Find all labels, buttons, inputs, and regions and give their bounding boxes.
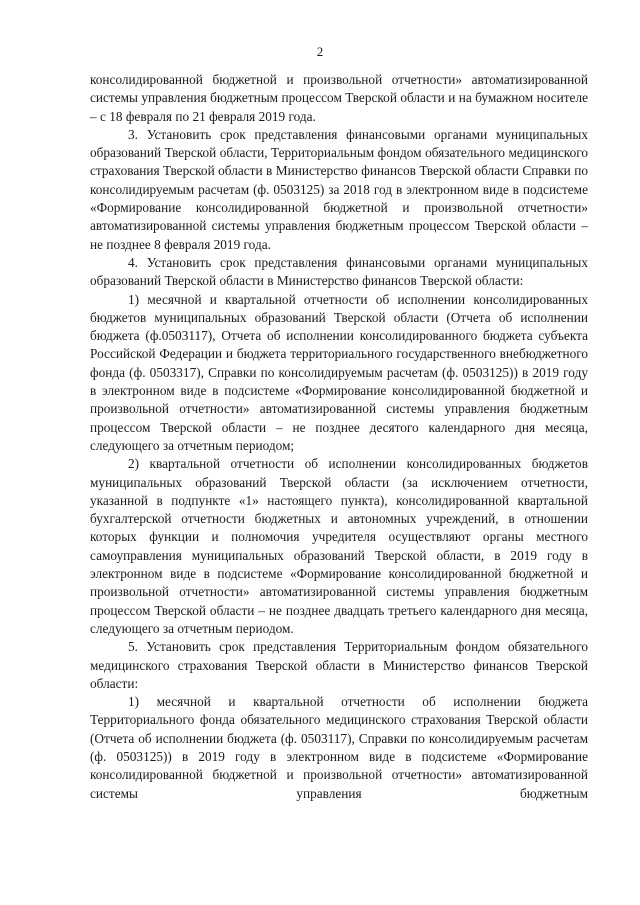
paragraph-item-4-1: 1) месячной и квартальной отчетности об исполнении консолидированных бюджетов муниципальных образований Тверской области (Отчета об исполнении бюджета (ф.0503117), Отчета об исполнении консолидированного бюджета субъекта Российской Федерации и бюджета территориального государственного внебюджетного фонда (ф. 0503317), Справки по консолидируемым расчетам (ф. 0503125)) в 2019 году в электронном виде в подсистеме «Формирование консолидированной бюджетной и произвольной отчетности» автоматизированной системы управления бюджетным процессом Тверской области – не позднее десятого календарного дня месяца, следующего за отчетным периодом;: [90, 291, 588, 453]
page-number: 2: [316, 44, 324, 59]
paragraph-item-5-1: 1) месячной и квартальной отчетности об исполнении бюджета Территориального фонда обязательного медицинского страхования Тверской области (Отчета об исполнении бюджета (ф. 0503117), Справки по консолидируемым расчетам (ф. 0503125)) в 2019 году в электронном виде в подсистеме «Формирование консолидированной бюджетной и произвольной отчетности» автоматизированной системы управления бюджетным: [90, 694, 588, 801]
paragraph-item-5: 5. Установить срок представления Территориальным фондом обязательного медицинского страхования Тверской области в Министерство финансов Тверской области:: [90, 639, 588, 691]
paragraph-item-4-2: 2) квартальной отчетности об исполнении консолидированных бюджетов муниципальных образований Тверской области (за исключением отчетности, указанной в подпункте «1» настоящего пункта), консолидированной квартальной бухгалтерской отчетности бюджетных и автономных учреждений, в отношении которых функции и полномочия учредителя осуществляют органы местного самоуправления муниципальных образований Тверской области, в 2019 году в электронном виде в подсистеме «Формирование консолидированной бюджетной и произвольной отчетности» автоматизированной системы управления бюджетным процессом Тверской области – не позднее двадцать третьего календарного дня месяца, следующего за отчетным периодом.: [90, 456, 588, 636]
paragraph-continuation: консолидированной бюджетной и произвольной отчетности» автоматизированной системы управления бюджетным процессом Тверской области и на бумажном носителе – с 18 февраля по 21 февраля 2019 года.: [90, 72, 588, 124]
paragraph-item-3: 3. Установить срок представления финансовыми органами муниципальных образований Тверской области, Территориальным фондом обязательного медицинского страхования Тверской области в Министерство финансов Тверской области Справки по консолидируемым расчетам (ф. 0503125) за 2018 год в электронном виде в подсистеме «Формирование консолидированной бюджетной и произвольной отчетности» автоматизированной системы управления бюджетным процессом Тверской области – не позднее 8 февраля 2019 года.: [90, 126, 588, 252]
document-body: [90, 71, 588, 803]
paragraph-item-4: 4. Установить срок представления финансовыми органами муниципальных образований Тверской области в Министерство финансов Тверской области:: [90, 254, 588, 289]
